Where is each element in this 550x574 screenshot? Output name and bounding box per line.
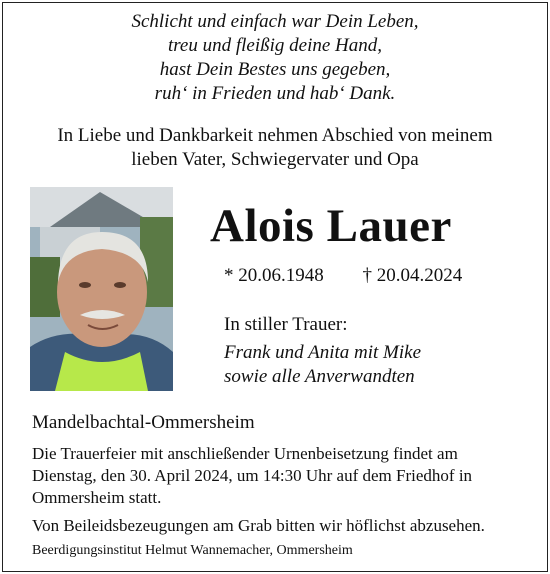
- intro-line: lieben Vater, Schwiegervater und Opa: [131, 149, 419, 170]
- mourner-line: sowie alle Anverwandten: [224, 366, 415, 387]
- verse-line: hast Dein Bestes uns gegeben,: [159, 59, 391, 80]
- details-line: Ommersheim statt.: [32, 488, 162, 507]
- birth-date: * 20.06.1948: [224, 265, 324, 286]
- place-name: Mandelbachtal-Ommersheim: [32, 412, 255, 433]
- farewell-intro: [0, 124, 550, 172]
- verse-line: Schlicht und einfach war Dein Leben,: [131, 11, 419, 32]
- condolence-note: Von Beileidsbezeugungen am Grab bitten wir höflichst abzusehen.: [32, 516, 485, 535]
- mourners-list: [224, 341, 421, 389]
- portrait-photo: [30, 187, 173, 391]
- details-line: Dienstag, den 30. April 2024, um 14:30 Uhr auf dem Friedhof in: [32, 466, 473, 485]
- details-line: Die Trauerfeier mit anschließender Urnenbeisetzung findet am: [32, 444, 458, 463]
- mourner-line: Frank und Anita mit Mike: [224, 342, 422, 363]
- verse-line: treu und fleißig deine Hand,: [167, 35, 383, 56]
- life-dates: [224, 264, 462, 288]
- deceased-name: Alois Lauer: [210, 200, 452, 252]
- memorial-verse: [0, 10, 550, 106]
- funeral-home: Beerdigungsinstitut Helmut Wannemacher, Ommersheim: [32, 543, 353, 558]
- mourning-label: In stiller Trauer:: [224, 314, 348, 335]
- funeral-details: [32, 443, 532, 509]
- death-date: † 20.04.2024: [362, 265, 463, 286]
- intro-line: In Liebe und Dankbarkeit nehmen Abschied von meinem: [57, 125, 493, 146]
- verse-line: ruh‘ in Frieden und hab‘ Dank.: [154, 83, 396, 104]
